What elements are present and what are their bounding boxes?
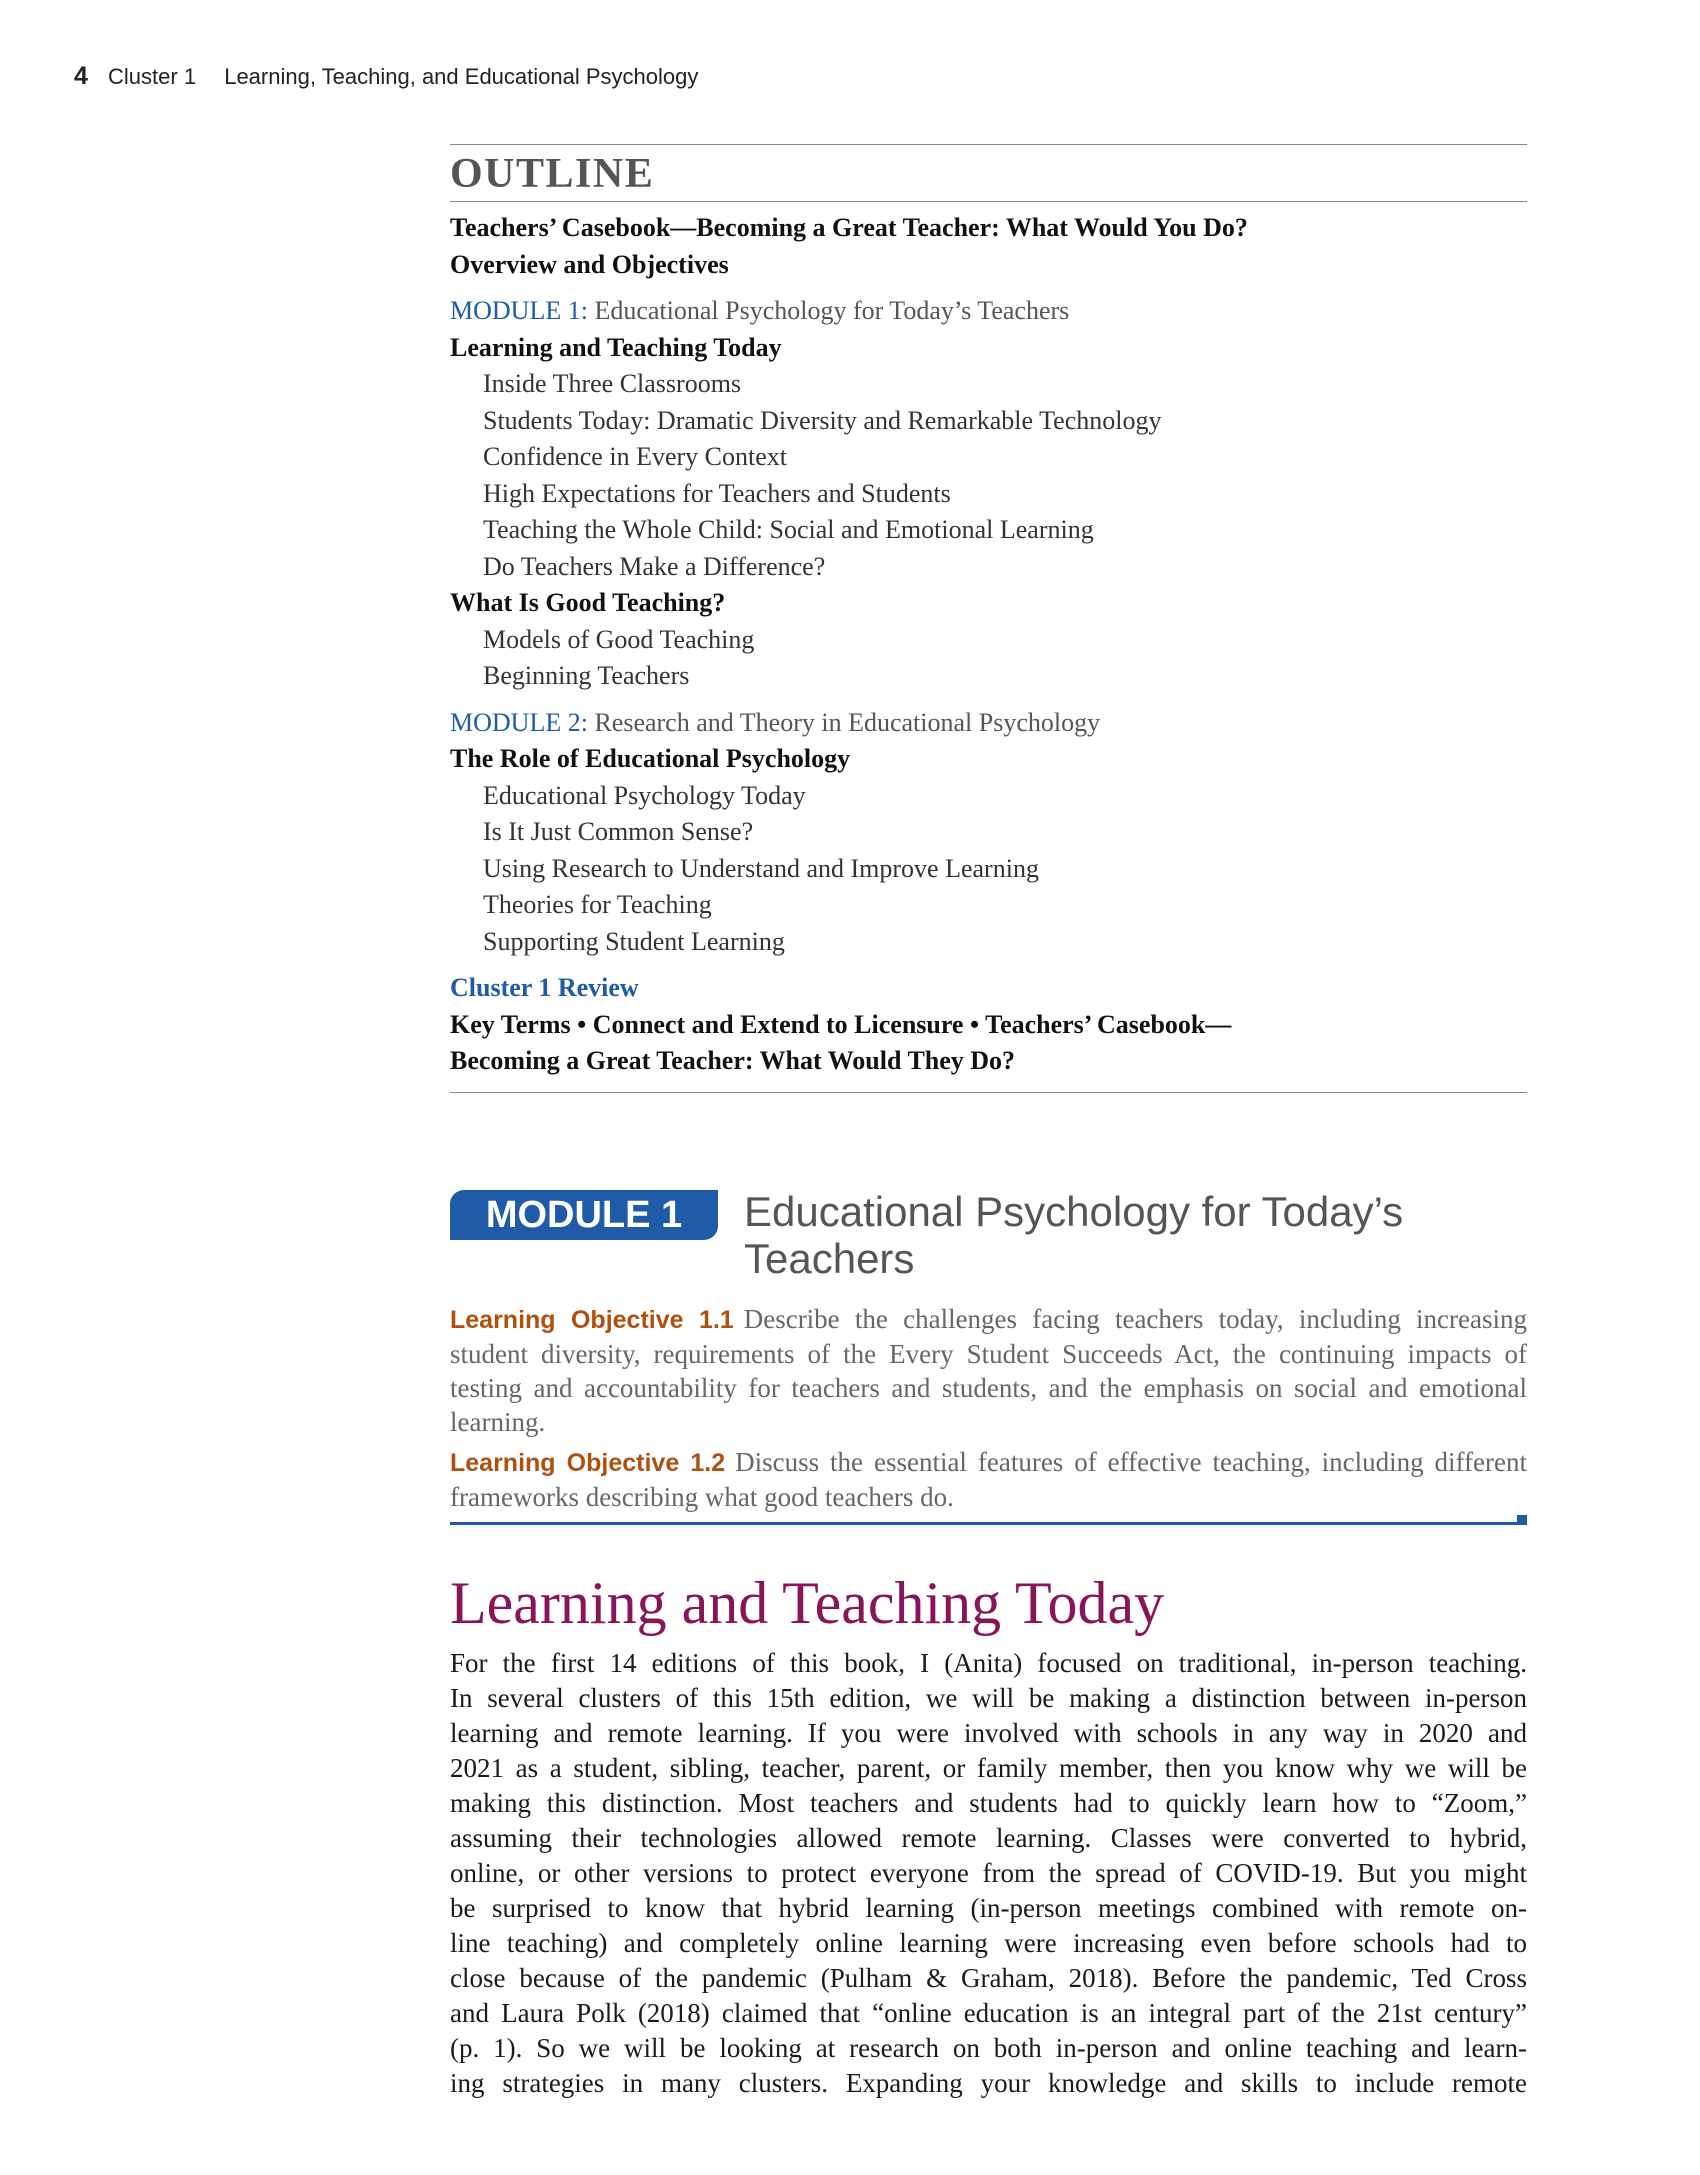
outline-overview: Overview and Objectives xyxy=(450,249,729,279)
learning-objective-label: Learning Objective 1.2 xyxy=(450,1449,726,1477)
outline-module-1 xyxy=(450,293,1527,330)
outline-item: Beginning Teachers xyxy=(483,661,690,690)
outline-review-label: Cluster 1 Review xyxy=(450,973,639,1002)
outline-item: Inside Three Classrooms xyxy=(483,369,742,398)
outline-item: Teaching the Whole Child: Social and Emotional Learning xyxy=(483,515,1094,544)
body-line: line teaching) and completely online learning were increasing even before schools had to xyxy=(450,1928,1527,1958)
outline-item: Using Research to Understand and Improve Learning xyxy=(483,853,1039,883)
body-line: assuming their technologies allowed remote learning. Classes were converted to hybrid, xyxy=(450,1823,1527,1853)
body-line: ing strategies in many clusters. Expanding your knowledge and skills to include remote xyxy=(450,2068,1527,2098)
body-line: online, or other versions to protect everyone from the spread of COVID-19. But you might xyxy=(450,1858,1527,1888)
outline-item: Educational Psychology Today xyxy=(483,780,806,810)
outline-item: High Expectations for Teachers and Students xyxy=(483,478,951,508)
outline-review-line: Becoming a Great Teacher: What Would They Do? xyxy=(450,1046,1016,1075)
learning-objective-text: Describe the challenges facing teachers today, including increasing student diversity, requirements of the Every Student Succeeds Act, the continuing impacts of testing and accountability for teachers and students, and the emphasis on social and emotional learning. xyxy=(450,1304,1527,1437)
module-title-line: Educational Psychology for Today’s xyxy=(744,1188,1404,1235)
module-title xyxy=(744,1188,1504,1282)
body-line: In several clusters of this 15th edition, we will be making a distinction between in-person xyxy=(450,1683,1527,1713)
outline-list xyxy=(450,202,1527,1092)
outline-module-1-title: Educational Psychology for Today’s Teachers xyxy=(594,296,1070,325)
section-heading: Learning and Teaching Today xyxy=(450,1570,1165,1636)
outline-item: Theories for Teaching xyxy=(483,890,712,919)
outline-review-line: Key Terms • Connect and Extend to Licensure • Teachers’ Casebook— xyxy=(450,1009,1232,1039)
running-head xyxy=(74,62,698,91)
outline-title: OUTLINE xyxy=(450,151,655,197)
running-head-title: Learning, Teaching, and Educational Psychology xyxy=(224,64,699,89)
outline-item: Supporting Student Learning xyxy=(483,926,785,956)
outline-module-1-label: MODULE 1: xyxy=(450,296,588,325)
outline-top-rule xyxy=(450,144,1527,145)
objectives-rule xyxy=(450,1522,1527,1525)
running-head-cluster: Cluster 1 xyxy=(108,64,197,89)
outline-casebook: Teachers’ Casebook—Becoming a Great Teacher: What Would You Do? xyxy=(450,213,1248,242)
learning-objectives xyxy=(450,1302,1527,1520)
body-line: be surprised to know that hybrid learning (in-person meetings combined with remote on- xyxy=(450,1893,1527,1923)
body-line: making this distinction. Most teachers and students had to quickly learn how to “Zoom,” xyxy=(450,1788,1527,1818)
outline-bottom-rule xyxy=(450,1092,1527,1093)
outline-item: Is It Just Common Sense? xyxy=(483,817,754,846)
objectives-rule-cap xyxy=(1517,1515,1527,1525)
outline-module-2-title: Research and Theory in Educational Psychology xyxy=(594,707,1101,737)
outline-module-2 xyxy=(450,705,1527,742)
module-header xyxy=(450,1188,1527,1282)
module-badge: MODULE 1 xyxy=(450,1190,718,1240)
body-line: learning and remote learning. If you were involved with schools in any way in 2020 and xyxy=(450,1718,1527,1748)
module-title-line: Teachers xyxy=(744,1235,915,1282)
body-line: and Laura Polk (2018) claimed that “online education is an integral part of the 21st century” xyxy=(450,1998,1527,2028)
learning-objective xyxy=(450,1445,1527,1514)
learning-objective-text: Discuss the essential features of effective teaching, including different frameworks describing what good teachers do. xyxy=(450,1447,1528,1512)
learning-objective-label: Learning Objective 1.1 xyxy=(450,1306,734,1334)
page-number: 4 xyxy=(74,62,88,90)
outline-item: Do Teachers Make a Difference? xyxy=(483,551,826,581)
body-line: 2021 as a student, sibling, teacher, parent, or family member, then you know why we will be xyxy=(450,1753,1527,1783)
body-line: For the first 14 editions of this book, I (Anita) focused on traditional, in-person teaching. xyxy=(450,1648,1527,1678)
body-line: close because of the pandemic (Pulham & Graham, 2018). Before the pandemic, Ted Cross xyxy=(450,1963,1527,1993)
outline-item: Models of Good Teaching xyxy=(483,624,755,654)
learning-objective xyxy=(450,1302,1527,1439)
body-paragraph xyxy=(450,1646,1527,2101)
outline-section-heading: What Is Good Teaching? xyxy=(450,588,726,617)
outline-item: Students Today: Dramatic Diversity and Remarkable Technology xyxy=(483,405,1162,435)
outline-item: Confidence in Every Context xyxy=(483,442,787,471)
outline-module-2-label: MODULE 2: xyxy=(450,707,588,737)
body-line: (p. 1). So we will be looking at research on both in-person and online teaching and learn- xyxy=(450,2033,1527,2063)
outline-section-heading: The Role of Educational Psychology xyxy=(450,744,851,773)
outline-box xyxy=(450,144,1527,1093)
outline-section-heading: Learning and Teaching Today xyxy=(450,332,782,362)
